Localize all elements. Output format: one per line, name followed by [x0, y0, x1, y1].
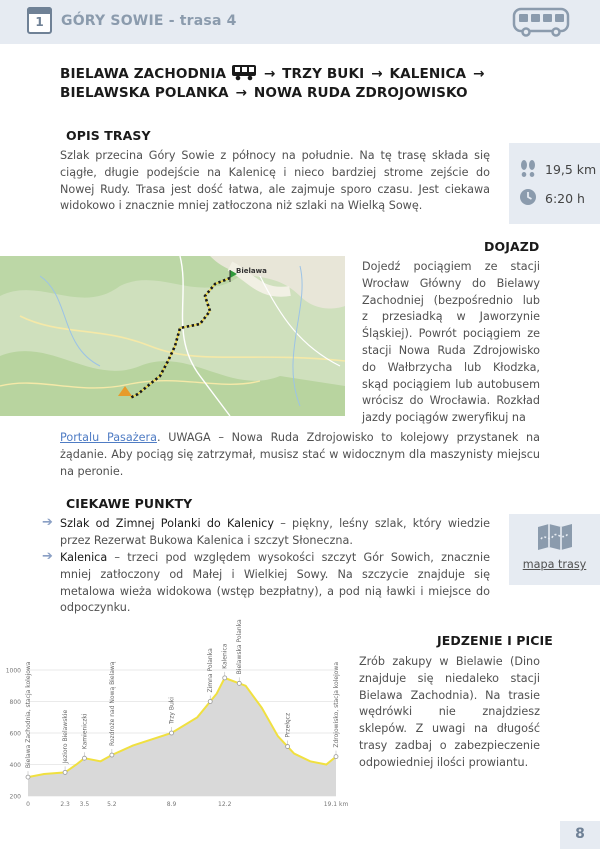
- dojazd-line: Wrocław Główny do Bielawy: [362, 276, 540, 290]
- waypoint-marker: [26, 775, 30, 779]
- opis-line: ciągłe, długie podejście na Kalenicę i nieco bardziej strome zejście do: [60, 165, 490, 179]
- y-tick-label: 1000: [5, 667, 21, 675]
- x-tick-label: 5.2: [107, 801, 117, 808]
- portal-pasazera-link[interactable]: Portalu Pasażera: [60, 431, 157, 444]
- section-title-opis: OPIS TRASY: [66, 128, 151, 143]
- section-title-ciekawe: CIEKAWE PUNKTY: [66, 496, 193, 511]
- dojazd-line: do Wałbrzycha lub Kłodzka,: [362, 360, 540, 374]
- waypoint-label: Przełęcz: [284, 712, 292, 738]
- arrow-icon: ➔: [42, 549, 53, 564]
- jedzenie-line: sklepów. Z uwagi na długość: [359, 722, 540, 736]
- x-tick-label: 12.2: [218, 801, 232, 808]
- page-header: [0, 0, 600, 44]
- x-tick-label: 8.9: [166, 801, 177, 808]
- waypoint-label: Trzy Buki: [168, 697, 176, 724]
- poi-item-2: [60, 550, 490, 615]
- route-stop: TRZY BUKI: [282, 66, 365, 82]
- route-arrow: →: [371, 66, 383, 82]
- route-arrow: →: [473, 66, 485, 82]
- waypoint-marker: [82, 756, 86, 760]
- dojazd-line: Dojedź pociągiem ze stacji: [362, 260, 540, 273]
- x-tick-label: 0: [26, 801, 30, 808]
- waypoint-marker: [170, 731, 174, 735]
- waypoint-label: Kalenica: [221, 643, 229, 669]
- map-link-label[interactable]: mapa trasy: [522, 558, 587, 571]
- route-map: [0, 256, 345, 416]
- map-graphic: [0, 256, 345, 416]
- poi-desc: – trzeci pod względem wysokości szczyt Gór Sowich, znacznie: [107, 551, 490, 564]
- dojazd-cont-line: na peronie.: [60, 464, 124, 478]
- waypoint-marker: [223, 676, 227, 680]
- route-stop: NOWA RUDA ZDROJOWISKO: [253, 85, 468, 101]
- x-tick-label: 3.5: [79, 801, 90, 808]
- header-title: GÓRY SOWIE - trasa 4: [61, 13, 237, 29]
- route-arrow: →: [263, 66, 276, 82]
- map-link-box[interactable]: [509, 514, 600, 585]
- dojazd-cont-line: żądanie. Aby pociąg się zatrzymał, musisz stać w widocznym dla maszynisty miejscu: [60, 447, 540, 461]
- distance-value: 19,5 km: [545, 162, 597, 177]
- route-stop: BIELAWA ZACHODNIA: [60, 66, 227, 82]
- time-value: 6:20 h: [545, 191, 585, 206]
- dojazd-text: [362, 259, 540, 427]
- distance-stat: [509, 157, 600, 181]
- route-title: [60, 64, 550, 103]
- waypoint-label: Bielawa Zachodnia, stacja kolejowa: [25, 661, 32, 769]
- dojazd-cont-line: [60, 430, 540, 447]
- poi-item-1: [60, 516, 490, 547]
- dojazd-line: z przesiadką w Jaworzynie: [362, 310, 540, 324]
- poi-line: mniej zatłoczony od Małej i Wielkiej Sowy. Na szczycie znajduje się: [60, 567, 490, 581]
- dojazd-line: wrócisz do Wrocławia. Rozkład: [362, 394, 540, 408]
- section-title-jedzenie: JEDZENIE I PICIE: [437, 633, 553, 648]
- poi-line: [60, 550, 490, 567]
- jedzenie-line: Bielawa Zachodnia). Na trasie: [359, 688, 540, 702]
- jedzenie-line: odpowiedniej ilości prowiantu.: [359, 755, 529, 769]
- waypoint-marker: [208, 700, 212, 704]
- jedzenie-text: [359, 654, 540, 772]
- x-tick-label: 2.3: [60, 801, 70, 808]
- route-stop: BIELAWSKA POLANKA: [60, 85, 229, 101]
- opis-line: Nowej Rudy. Trasa jest dość łatwa, ale zajmuje sporo czasu. Jest ciekawa: [60, 182, 490, 196]
- dojazd-line: Śląskiej). Powrót pociągiem ze: [362, 327, 540, 341]
- opis-text: [60, 148, 490, 215]
- calendar-icon: [27, 7, 52, 34]
- opis-line: widokowo i znacznie mniej zatłoczona niż szlaki na Wielką Sowę.: [60, 199, 423, 213]
- poi-line: metalowa wieża widokowa (wstęp bezpłatny), a pod nią ławki i miejsce do: [60, 584, 490, 598]
- map-town-label: Bielawa: [236, 267, 267, 275]
- poi-desc: – piękny, leśny szlak, który wiedzie: [273, 517, 490, 530]
- footprints-icon: [519, 159, 537, 179]
- poi-name: Kalenica: [60, 551, 108, 564]
- y-tick-label: 400: [9, 762, 21, 769]
- waypoint-label: Zimna Polanka: [207, 648, 215, 693]
- waypoint-marker: [63, 770, 67, 774]
- dojazd-continuation: [60, 430, 540, 480]
- arrow-icon: ➔: [42, 515, 53, 530]
- train-icon: [231, 64, 257, 81]
- clock-icon: [519, 188, 537, 206]
- waypoint-label: Rozdroże nad Nową Bielawą: [108, 661, 116, 747]
- jedzenie-line: Zrób zakupy w Bielawie (Dino: [359, 655, 540, 668]
- y-tick-label: 600: [9, 730, 21, 738]
- dojazd-line: skąd pociągiem lub autobusem: [362, 377, 540, 391]
- poi-line: [60, 516, 490, 533]
- poi-line: odpoczynku.: [60, 601, 131, 615]
- bus-icon: [512, 7, 570, 37]
- waypoint-marker: [334, 755, 338, 759]
- opis-line: Szlak przecina Góry Sowie z północy na południe. Na tę trasę składa się: [60, 149, 490, 162]
- x-tick-label: 19.1 km: [323, 801, 349, 808]
- folded-map-icon: [537, 523, 573, 551]
- poi-name: Szlak od Zimnej Polanki do Kalenicy: [60, 517, 274, 530]
- waypoint-label: Jezioro Bielawskie: [62, 709, 70, 764]
- poi-line: przez Rezerwat Bukowa Kalenica i szczyt Słoneczna.: [60, 533, 353, 547]
- waypoint-marker: [286, 745, 290, 749]
- jedzenie-line: znajduje się niedaleko stacji: [359, 671, 540, 685]
- section-title-dojazd: DOJAZD: [484, 239, 540, 254]
- page-number-box: [560, 821, 600, 849]
- route-arrow: →: [235, 85, 248, 101]
- waypoint-marker: [110, 753, 114, 757]
- elevation-profile-chart: [0, 619, 352, 810]
- y-tick-label: 200: [9, 793, 21, 801]
- jedzenie-line: wędrówki nie znajdziesz: [359, 705, 540, 719]
- waypoint-label: Kamieniczki: [81, 713, 89, 750]
- jedzenie-line: trasy zadbaj o zabezpieczenie: [359, 738, 540, 752]
- page-number: 8: [575, 826, 585, 842]
- waypoint-marker: [237, 681, 241, 685]
- route-stats: [509, 143, 600, 224]
- route-stop: KALENICA: [389, 66, 467, 82]
- dojazd-cont-text: . UWAGA – Nowa Ruda Zdrojowisko to kolejowy przystanek na: [156, 431, 540, 444]
- dojazd-line: stacji Nowa Ruda Zdrojowisko: [362, 343, 540, 357]
- y-tick-label: 800: [9, 699, 21, 706]
- waypoint-label: Zdrojowisko, stacja kolejowa: [333, 661, 340, 748]
- route-number: 1: [35, 15, 44, 29]
- dojazd-line: jazdy pociągów zweryfikuj na: [362, 411, 526, 425]
- time-stat: [509, 186, 600, 210]
- dojazd-line: Zachodniej (bezpośrednio lub: [362, 293, 540, 307]
- waypoint-label: Bielawska Polanka: [236, 619, 244, 675]
